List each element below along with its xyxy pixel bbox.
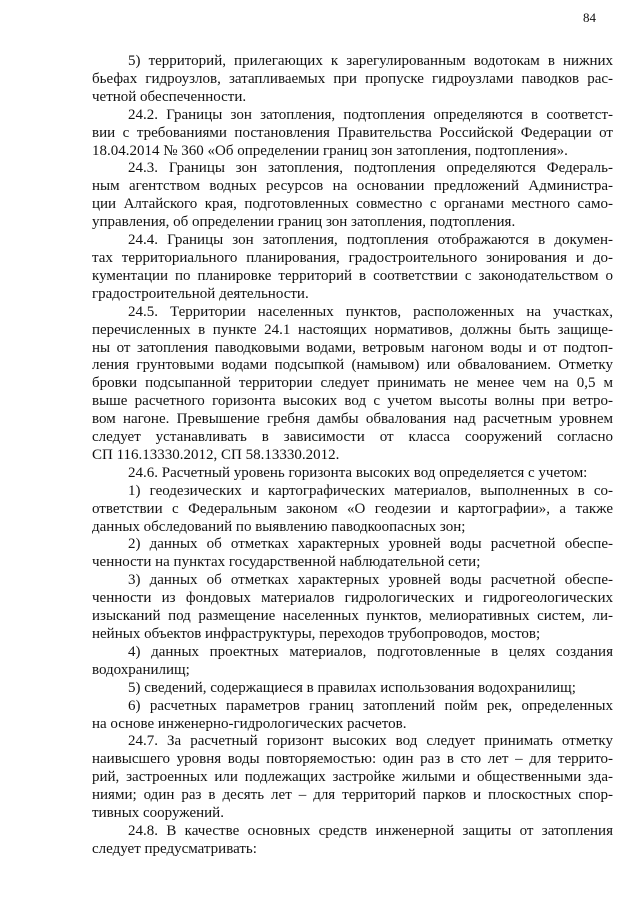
text-line: следует устанавливать в зависимости от класса сооружений согласно [92, 429, 613, 446]
text-line: выше расчетного горизонта высоких вод с учетом высоты волны при ветро- [92, 393, 613, 410]
text-line: следует предусматривать: [92, 840, 257, 857]
text-line: 2) данных об отметках характерных уровней воды расчетной обеспе- [128, 536, 613, 553]
text-line: 5) территорий, прилегающих к зарегулированным водотокам в нижних [128, 53, 613, 69]
text-line: четной обеспеченности. [92, 88, 247, 105]
text-line: кументации по планировке территорий в соответствии с законодательством о [92, 267, 613, 284]
text-line: вии с требованиями постановления Правительства Российской Федерации от [92, 124, 613, 141]
text-line: рий, застроенных или подлежащих застройке жилыми и общественными зда- [92, 769, 613, 786]
text-line: перечисленных в пункте 24.1 настоящих нормативов, должны быть защище- [92, 321, 613, 338]
text-line: градостроительной деятельности. [92, 285, 309, 302]
text-line: 24.5. Территории населенных пунктов, расположенных на участках, [128, 303, 613, 320]
text-line: наивысшего уровня воды повторяемостью: один раз в сто лет – для террито- [92, 751, 613, 768]
text-line: вом нагоне. Превышение гребня дамбы обвалования над расчетным уровнем [92, 411, 613, 428]
text-line: бьефах гидроузлов, затапливаемых при пропуске гидроузлами паводков рас- [92, 70, 613, 87]
text-line: 24.7. За расчетный горизонт высоких вод следует принимать отметку [128, 733, 613, 750]
text-line: данных обследований по выявлению паводкоопасных зон; [92, 518, 466, 535]
text-line: водохранилищ; [92, 661, 190, 678]
text-line: 24.8. В качестве основных средств инженерной защиты от затопления [128, 822, 613, 839]
text-line: тах территориального планирования, градостроительного зонирования и до- [92, 249, 613, 266]
text-line: управления, об определении границ зон затопления, подтопления. [92, 214, 516, 231]
text-line: нейных объектов инфраструктуры, переходов трубопроводов, мостов; [92, 626, 541, 642]
text-line: 24.6. Расчетный уровень горизонта высоких вод определяется с учетом: [128, 464, 588, 481]
text-line: ным агентством водных ресурсов на основании предложений Администра- [92, 178, 613, 195]
text-line: ответствии с Федеральным законом «О геодезии и картографии», а также [92, 500, 613, 517]
page-number: 84 [583, 10, 596, 25]
text-line: 5) сведений, содержащиеся в правилах использования водохранилищ; [128, 679, 576, 696]
text-line: ления грунтовыми водами подсыпкой (намывом) или обвалованием. Отметку [92, 357, 613, 374]
text-line: бровки подсыпанной территории следует принимать не менее чем на 0,5 м [92, 375, 613, 392]
text-line: ции Алтайского края, подготовленных совместно с органами местного само- [92, 196, 613, 213]
text-line: ниями; один раз в десять лет – для территорий парков и плоскостных спор- [92, 787, 613, 804]
text-line: тивных сооружений. [92, 805, 224, 822]
text-line: 3) данных об отметках характерных уровней воды расчетной обеспе- [128, 572, 613, 589]
text-line: 6) расчетных параметров границ затоплений пойм рек, определенных [128, 697, 613, 714]
text-line: ченности на пунктах государственной наблюдательной сети; [92, 554, 481, 571]
text-line: на основе инженерно-гидрологических расчетов. [92, 715, 407, 732]
text-line: ченности из фондовых материалов гидрологических и гидрогеологических [92, 590, 613, 607]
body-text [92, 53, 613, 859]
text-line: 1) геодезических и картографических материалов, выполненных в со- [128, 482, 613, 499]
text-line: СП 116.13330.2012, СП 58.13330.2012. [92, 446, 340, 463]
text-line: 4) данных проектных материалов, подготовленные в целях создания [128, 643, 613, 660]
text-line: 24.4. Границы зон затопления, подтопления отображаются в докумен- [128, 232, 613, 249]
text-line: изысканий под размещение населенных пунктов, мелиоративных систем, ли- [92, 608, 613, 625]
text-line: 18.04.2014 № 360 «Об определении границ зон затопления, подтопления». [92, 142, 568, 159]
text-line: ны от затопления паводковыми водами, ветровым нагоном воды и от подтоп- [92, 339, 613, 356]
text-line: 24.3. Границы зон затопления, подтопления определяются Федераль- [128, 160, 613, 177]
text-line: 24.2. Границы зон затопления, подтопления определяются в соответст- [128, 106, 613, 123]
